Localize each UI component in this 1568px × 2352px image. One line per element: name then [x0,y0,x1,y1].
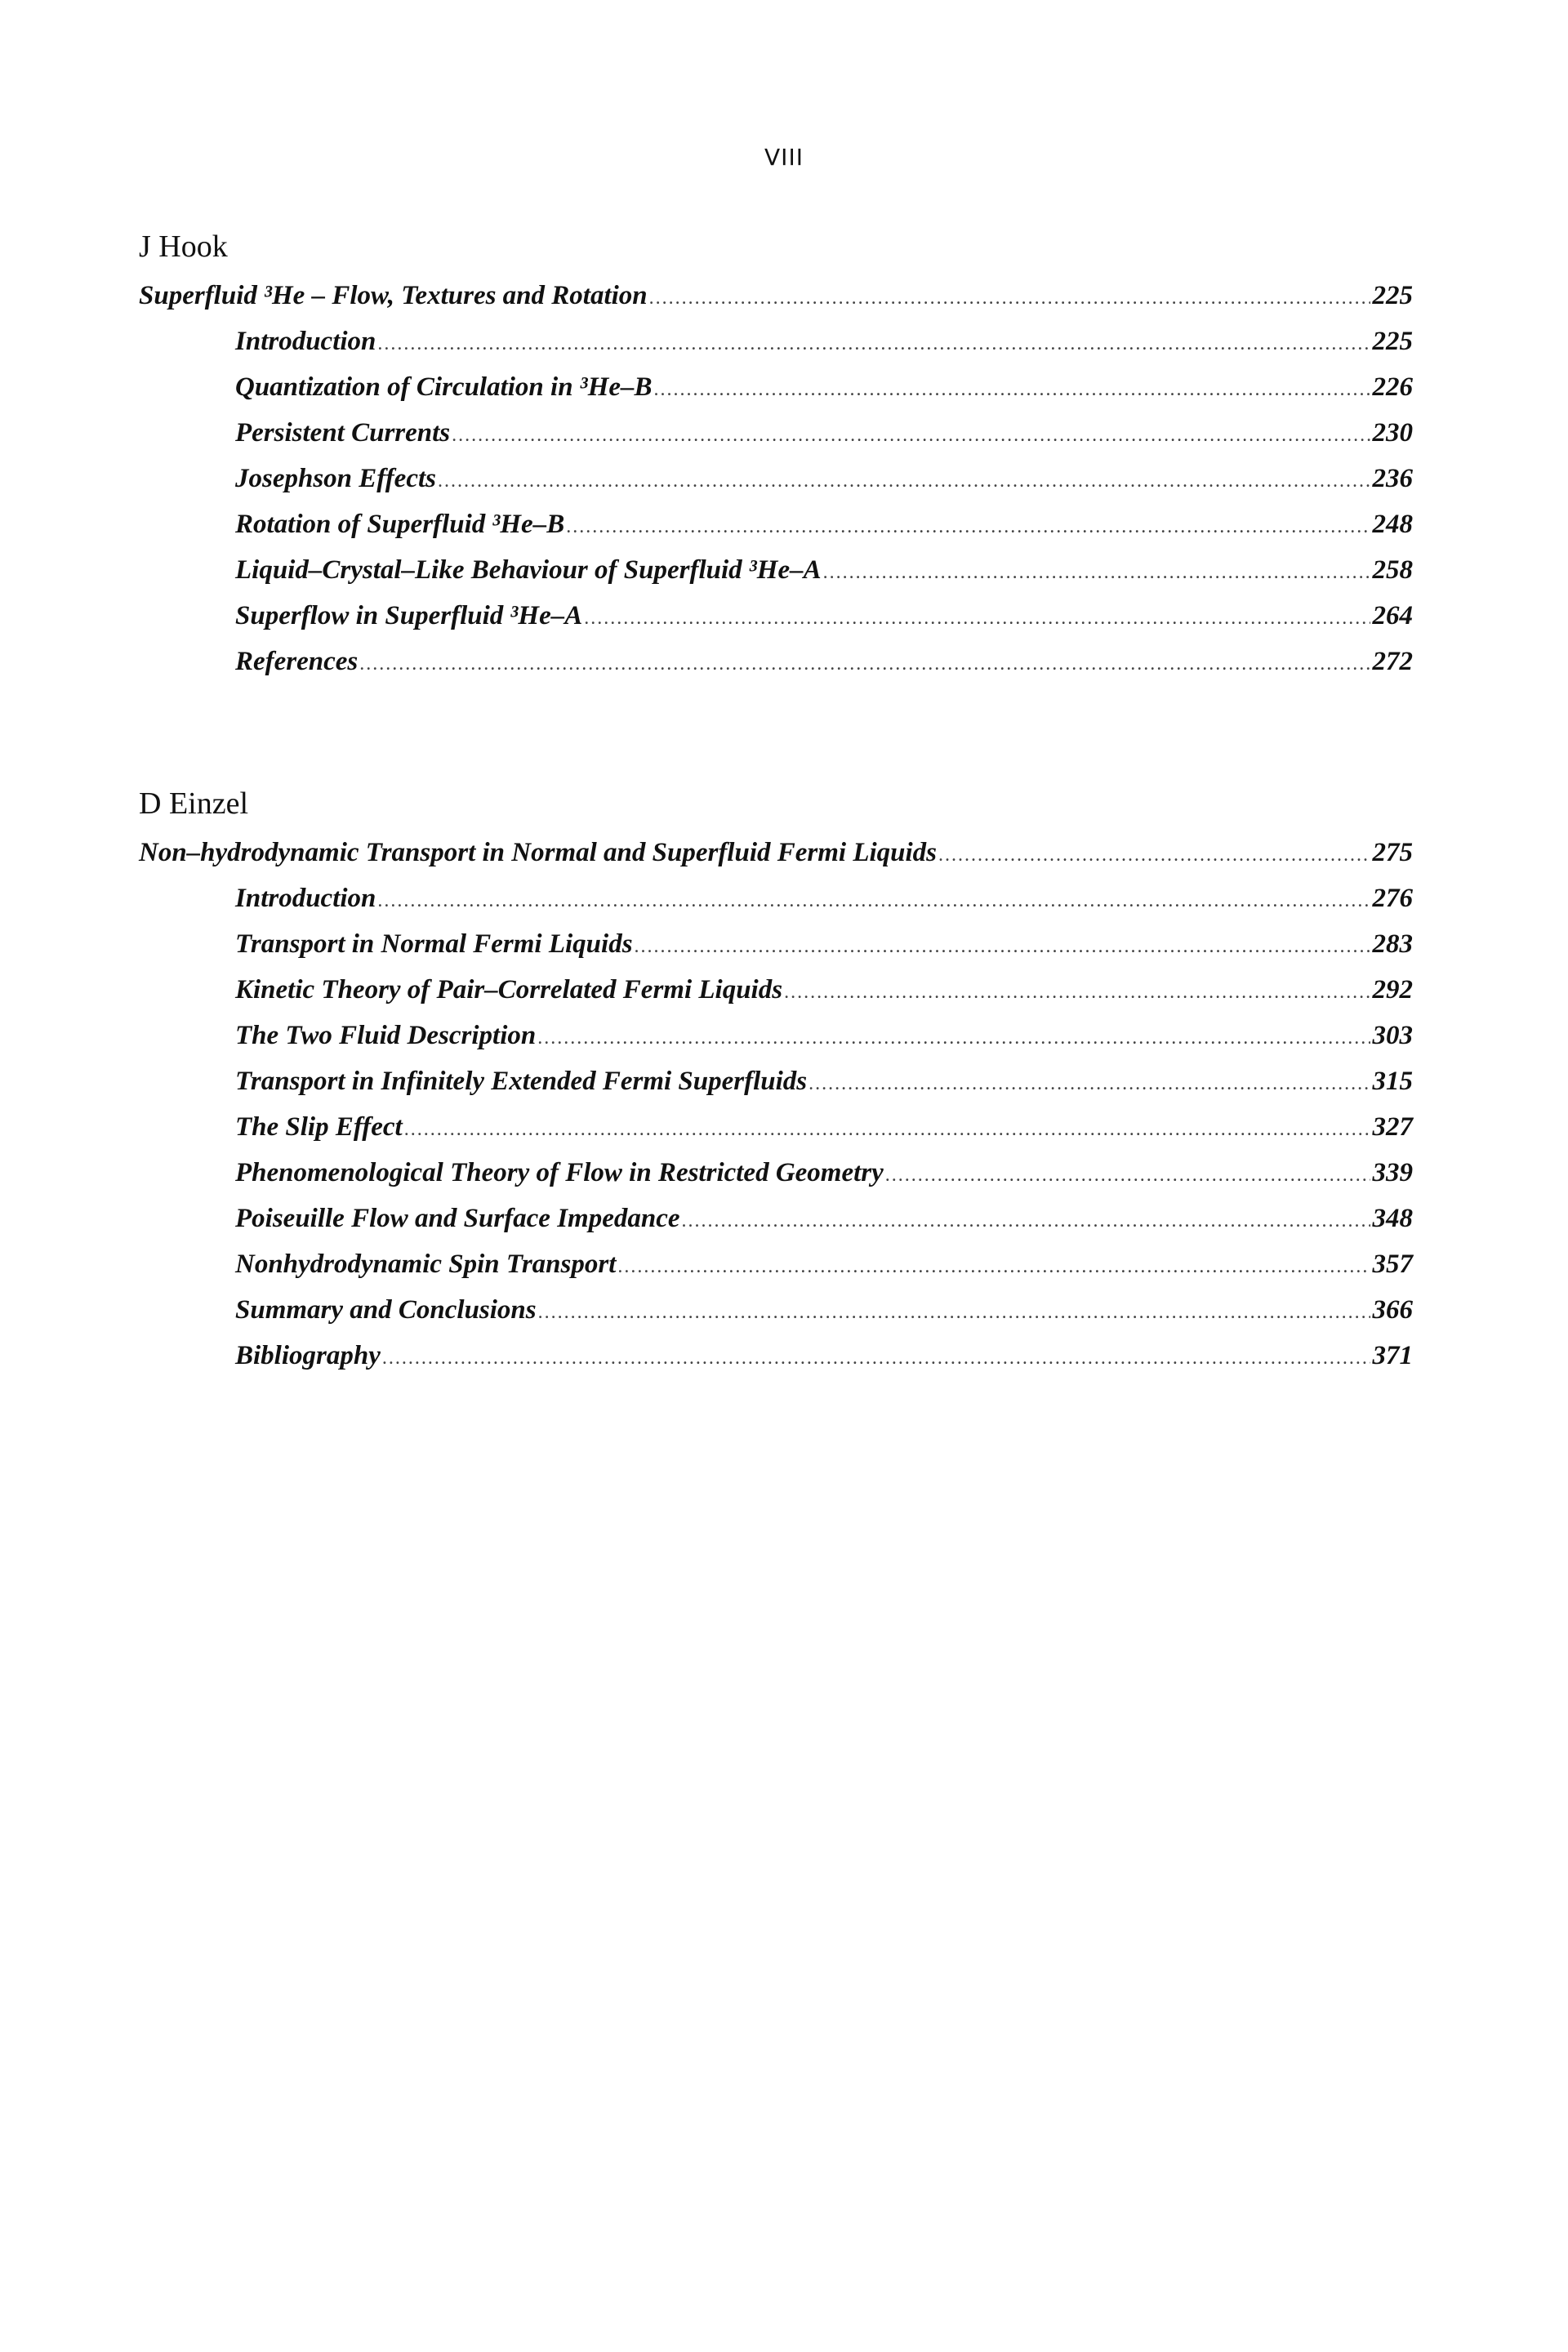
page-ref: 283 [1372,929,1413,959]
dot-leader [584,595,1370,641]
toc-section-hook [139,227,1413,684]
entry-title: The Two Fluid Description [235,1021,537,1050]
toc-entry [139,593,1413,639]
entry-title: Bibliography [235,1341,381,1370]
toc-entry [139,501,1413,547]
entry-title: Introduction [235,327,376,356]
page-ref: 315 [1372,1067,1413,1096]
dot-leader [885,1152,1370,1198]
entry-title: Kinetic Theory of Pair–Correlated Fermi Liquids [235,975,783,1004]
page-ref: 276 [1372,884,1413,913]
dot-leader [377,321,1370,367]
entry-title: Phenomenological Theory of Flow in Restricted Geometry [235,1158,884,1187]
dot-leader [649,275,1370,321]
toc-entry [139,1196,1413,1241]
page-ref: 371 [1372,1341,1413,1370]
entry-title: Quantization of Circulation in ³He–B [235,372,653,402]
page-ref: 248 [1372,510,1413,539]
page-ref: 230 [1372,418,1413,448]
dot-leader [808,1061,1370,1107]
dot-leader [377,878,1370,924]
entry-title: Liquid–Crystal–Like Behaviour of Superfluid ³He–A [235,555,822,585]
page-ref: 292 [1372,975,1413,1004]
toc-entry [139,639,1413,684]
chapter-entry [139,830,1413,875]
page-ref: 275 [1372,838,1413,867]
toc-entry [139,318,1413,364]
entry-title: Superflow in Superfluid ³He–A [235,601,583,630]
entry-title: Rotation of Superfluid ³He–B [235,510,565,539]
entry-title: Poiseuille Flow and Surface Impedance [235,1204,680,1233]
dot-leader [537,1015,1370,1061]
entry-title: The Slip Effect [235,1112,403,1142]
dot-leader [566,504,1370,550]
toc-entry [139,1058,1413,1104]
dot-leader [823,550,1370,595]
entry-title: Transport in Infinitely Extended Fermi Superfluids [235,1067,808,1096]
page-ref: 327 [1372,1112,1413,1142]
toc-entry [139,364,1413,410]
entry-title: Nonhydrodynamic Spin Transport [235,1250,617,1279]
chapter-title: Superfluid ³He – Flow, Textures and Rotation [139,281,648,310]
toc-entry [139,410,1413,456]
dot-leader [654,367,1370,412]
toc-entry [139,1287,1413,1333]
toc-entry [139,1241,1413,1287]
toc-entry [139,1104,1413,1150]
page-ref: 357 [1372,1250,1413,1279]
page-number: VIII [764,144,804,171]
entry-title: Summary and Conclusions [235,1295,537,1325]
page-ref: 272 [1372,647,1413,676]
dot-leader [404,1107,1370,1152]
entry-title: Transport in Normal Fermi Liquids [235,929,633,959]
toc-entry [139,875,1413,921]
page-ref: 225 [1372,281,1413,310]
dot-leader [382,1335,1370,1381]
page-ref: 258 [1372,555,1413,585]
toc-entry [139,967,1413,1013]
entry-title: Introduction [235,884,376,913]
toc-entry [139,921,1413,967]
dot-leader [938,832,1370,878]
dot-leader [359,641,1370,687]
page-ref: 264 [1372,601,1413,630]
toc-entry [139,1150,1413,1196]
dot-leader [635,924,1370,969]
dot-leader [682,1198,1371,1244]
page-ref: 339 [1372,1158,1413,1187]
page-ref: 366 [1372,1295,1413,1325]
toc-entry [139,456,1413,501]
dot-leader [538,1290,1370,1335]
toc-entry [139,547,1413,593]
toc-entry [139,1013,1413,1058]
dot-leader [784,969,1370,1015]
page-ref: 236 [1372,464,1413,493]
page-ref: 348 [1372,1204,1413,1233]
entry-title: References [235,647,359,676]
section-author: J Hook [139,229,228,264]
toc-entry [139,1333,1413,1379]
page-ref: 303 [1372,1021,1413,1050]
entry-title: Josephson Effects [235,464,436,493]
section-author: D Einzel [139,786,249,821]
chapter-title: Non–hydrodynamic Transport in Normal and Superfluid Fermi Liquids [139,838,938,867]
dot-leader [438,458,1370,504]
page-ref: 226 [1372,372,1413,402]
entry-title: Persistent Currents [235,418,451,448]
chapter-entry [139,273,1413,318]
toc-section-einzel [139,784,1413,1379]
dot-leader [617,1244,1370,1290]
dot-leader [452,412,1370,458]
page-ref: 225 [1372,327,1413,356]
